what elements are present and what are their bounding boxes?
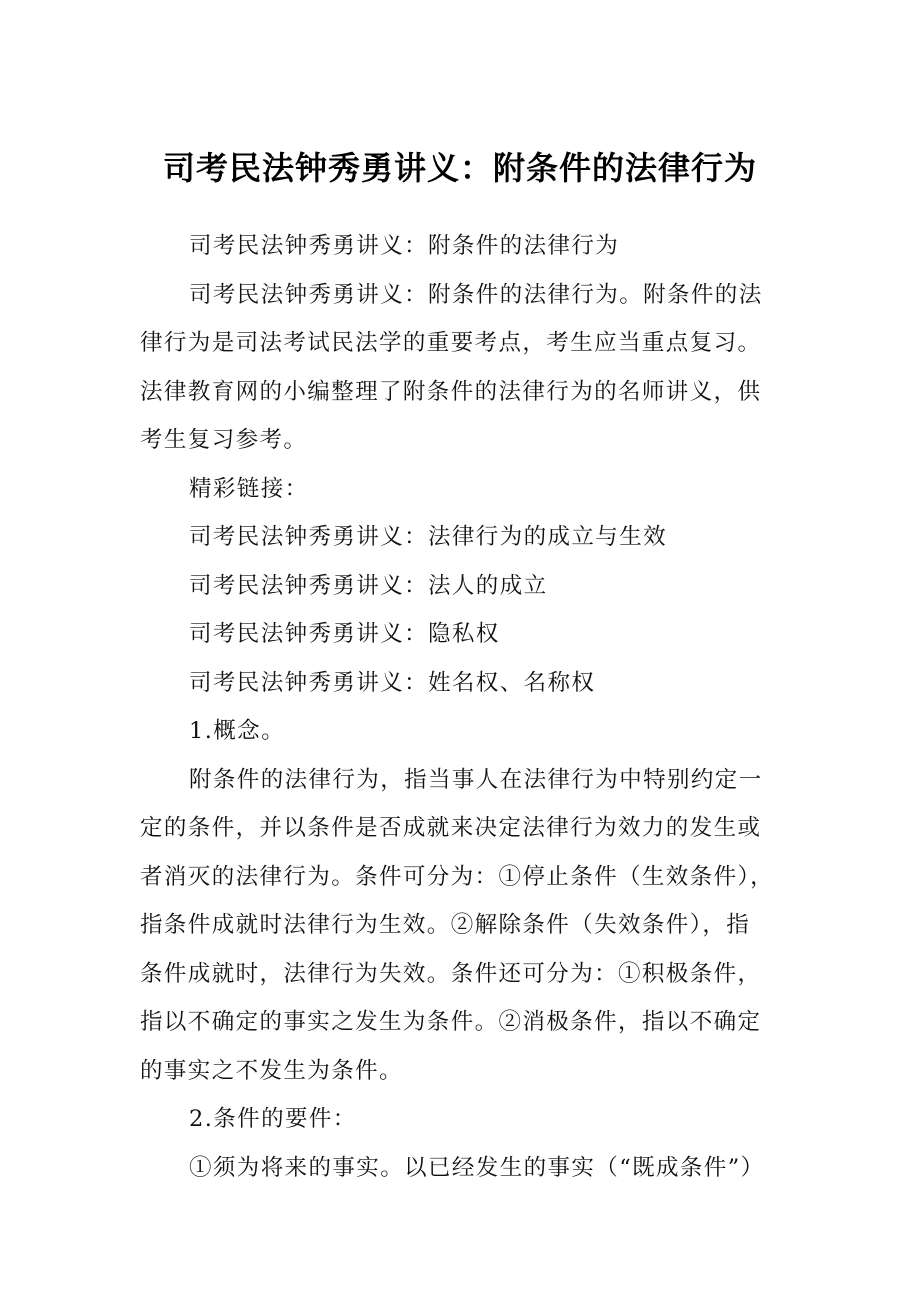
concept-paragraph-line: 指以不确定的事实之发生为条件。②消极条件，指以不确定 bbox=[140, 1009, 762, 1035]
related-link-item[interactable]: 司考民法钟秀勇讲义：姓名权、名称权 bbox=[189, 669, 596, 696]
intro-paragraph-line: 司考民法钟秀勇讲义：附条件的法律行为。附条件的法 bbox=[189, 281, 763, 308]
section-heading-concept: 1.概念。 bbox=[189, 718, 285, 744]
document-body bbox=[140, 226, 790, 1196]
document-title: 司考民法钟秀勇讲义：附条件的法律行为 bbox=[162, 149, 757, 187]
related-links-heading: 精彩链接： bbox=[189, 475, 309, 502]
section-heading-requirements: 2.条件的要件： bbox=[189, 1106, 357, 1132]
related-link-item[interactable]: 司考民法钟秀勇讲义：法律行为的成立与生效 bbox=[189, 524, 668, 550]
related-link-item[interactable]: 司考民法钟秀勇讲义：隐私权 bbox=[189, 621, 500, 647]
related-link-item[interactable]: 司考民法钟秀勇讲义：法人的成立 bbox=[189, 572, 548, 599]
concept-paragraph-line: 指条件成就时法律行为生效。②解除条件（失效条件），指 bbox=[140, 912, 751, 938]
paragraph-subtitle: 司考民法钟秀勇讲义：附条件的法律行为 bbox=[189, 233, 620, 259]
concept-paragraph-line: 附条件的法律行为，指当事人在法律行为中特别约定一 bbox=[189, 766, 763, 793]
intro-paragraph-line: 考生复习参考。 bbox=[140, 427, 308, 453]
intro-paragraph-line: 法律教育网的小编整理了附条件的法律行为的名师讲义，供 bbox=[140, 378, 762, 405]
concept-paragraph-line: 条件成就时，法律行为失效。条件还可分为：①积极条件， bbox=[140, 960, 762, 987]
requirements-paragraph-line: ①须为将来的事实。以已经发生的事实（“既成条件”） bbox=[189, 1154, 765, 1181]
intro-paragraph-line: 律行为是司法考试民法学的重要考点，考生应当重点复习。 bbox=[140, 330, 762, 356]
concept-paragraph-line: 定的条件，并以条件是否成就来决定法律行为效力的发生或 bbox=[140, 815, 762, 841]
concept-paragraph-line: 者消灭的法律行为。条件可分为：①停止条件（生效条件）， bbox=[140, 863, 775, 890]
concept-paragraph-line: 的事实之不发生为条件。 bbox=[140, 1057, 403, 1084]
